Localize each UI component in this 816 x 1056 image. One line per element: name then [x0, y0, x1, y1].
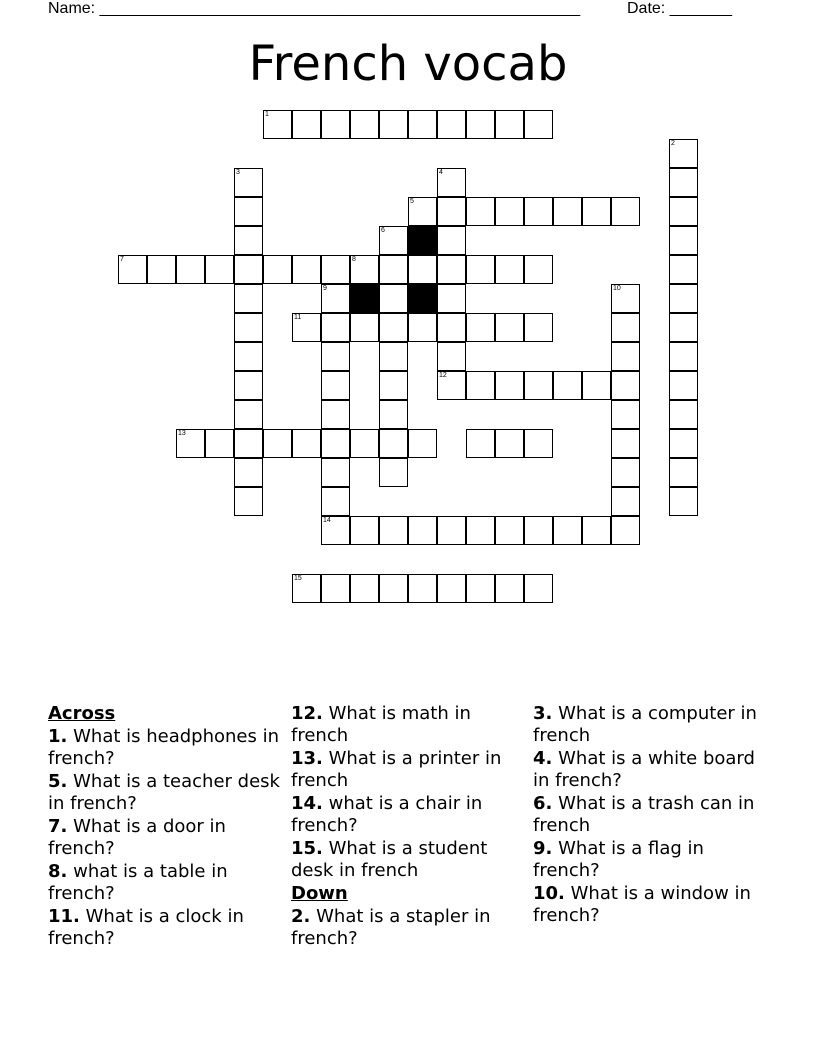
- black-cell: [408, 284, 437, 313]
- grid-cell[interactable]: [611, 487, 640, 516]
- grid-cell[interactable]: [379, 429, 408, 458]
- grid-cell[interactable]: [408, 255, 437, 284]
- grid-cell[interactable]: [553, 371, 582, 400]
- clue-item: [291, 793, 526, 837]
- grid-cell[interactable]: [234, 371, 263, 400]
- name-line: Name: ______________________________________________________: [48, 0, 581, 17]
- clue-num: 10.: [533, 883, 565, 904]
- clue-text: What is a window in french?: [533, 883, 751, 926]
- grid-cell[interactable]: [524, 516, 553, 545]
- grid-cell[interactable]: [437, 284, 466, 313]
- grid-cell[interactable]: [350, 516, 379, 545]
- grid-cell[interactable]: [669, 168, 698, 197]
- black-cell: [350, 284, 379, 313]
- grid-cell[interactable]: [350, 429, 379, 458]
- grid-cell[interactable]: [466, 197, 495, 226]
- clue-num: 11.: [48, 906, 80, 927]
- grid-cell[interactable]: [292, 255, 321, 284]
- date-line: Date: _______: [627, 0, 732, 17]
- grid-cell[interactable]: [321, 429, 350, 458]
- grid-cell[interactable]: [611, 284, 640, 313]
- clue-text: what is a chair in french?: [291, 793, 483, 836]
- grid-cell[interactable]: [379, 110, 408, 139]
- puzzle-title: French vocab: [248, 36, 568, 92]
- clue-column-2: [291, 703, 526, 951]
- grid-cell[interactable]: [495, 110, 524, 139]
- grid-cell[interactable]: [263, 255, 292, 284]
- clue-number: 12: [439, 372, 447, 379]
- clue-item: [533, 793, 768, 837]
- clue-number: 6: [381, 227, 385, 234]
- clue-text: What is math in french: [291, 703, 471, 746]
- grid-cell[interactable]: [553, 516, 582, 545]
- clue-text: What is a door in french?: [48, 816, 226, 859]
- grid-cell[interactable]: [437, 342, 466, 371]
- clue-num: 9.: [533, 838, 553, 859]
- clue-number: 1: [265, 111, 269, 118]
- grid-cell[interactable]: [466, 110, 495, 139]
- grid-cell[interactable]: [234, 400, 263, 429]
- clue-item: [533, 883, 768, 927]
- grid-cell[interactable]: [466, 574, 495, 603]
- grid-cell[interactable]: [437, 371, 466, 400]
- clue-num: 12.: [291, 703, 323, 724]
- grid-cell[interactable]: [321, 574, 350, 603]
- clue-num: 15.: [291, 838, 323, 859]
- grid-cell[interactable]: [321, 284, 350, 313]
- clue-item: [533, 748, 768, 792]
- clue-text: What is a stapler in french?: [291, 906, 491, 949]
- clue-text: What is headphones in french?: [48, 726, 280, 769]
- grid-cell[interactable]: [669, 139, 698, 168]
- grid-cell[interactable]: [321, 516, 350, 545]
- grid-cell[interactable]: [495, 313, 524, 342]
- clue-num: 3.: [533, 703, 553, 724]
- grid-cell[interactable]: [321, 255, 350, 284]
- grid-cell[interactable]: [292, 110, 321, 139]
- clue-number: 15: [294, 575, 302, 582]
- clue-heading: Across: [48, 703, 116, 724]
- grid-cell[interactable]: [611, 313, 640, 342]
- clue-num: 1.: [48, 726, 68, 747]
- grid-cell[interactable]: [524, 313, 553, 342]
- grid-cell[interactable]: [379, 371, 408, 400]
- grid-cell[interactable]: [669, 197, 698, 226]
- grid-cell[interactable]: [466, 371, 495, 400]
- grid-cell[interactable]: [437, 110, 466, 139]
- grid-cell[interactable]: [321, 342, 350, 371]
- clue-text: What is a flag in french?: [533, 838, 704, 881]
- grid-cell[interactable]: [205, 255, 234, 284]
- clue-text: What is a printer in french: [291, 748, 502, 791]
- grid-cell[interactable]: [379, 342, 408, 371]
- clue-number: 2: [671, 140, 675, 147]
- grid-cell[interactable]: [669, 487, 698, 516]
- grid-cell[interactable]: [292, 429, 321, 458]
- grid-cell[interactable]: [437, 226, 466, 255]
- clue-num: 6.: [533, 793, 553, 814]
- clue-item: [291, 838, 526, 882]
- clue-number: 11: [294, 314, 302, 321]
- clue-item: [48, 906, 283, 950]
- clue-text: What is a computer in french: [533, 703, 757, 746]
- clue-number: 3: [236, 169, 240, 176]
- grid-cell[interactable]: [611, 197, 640, 226]
- grid-cell[interactable]: [321, 487, 350, 516]
- clue-num: 13.: [291, 748, 323, 769]
- black-cell: [408, 226, 437, 255]
- grid-cell[interactable]: [292, 574, 321, 603]
- grid-cell[interactable]: [321, 110, 350, 139]
- clue-item: [533, 703, 768, 747]
- grid-cell[interactable]: [466, 313, 495, 342]
- grid-cell[interactable]: [524, 197, 553, 226]
- clue-num: 14.: [291, 793, 323, 814]
- grid-cell[interactable]: [611, 342, 640, 371]
- grid-cell[interactable]: [350, 574, 379, 603]
- grid-cell[interactable]: [553, 197, 582, 226]
- grid-cell[interactable]: [669, 255, 698, 284]
- grid-cell[interactable]: [437, 255, 466, 284]
- grid-cell[interactable]: [292, 313, 321, 342]
- grid-cell[interactable]: [524, 255, 553, 284]
- grid-cell[interactable]: [437, 168, 466, 197]
- clue-number: 5: [410, 198, 414, 205]
- clue-text: What is a white board in french?: [533, 748, 755, 791]
- grid-cell[interactable]: [495, 429, 524, 458]
- grid-cell[interactable]: [263, 429, 292, 458]
- grid-cell[interactable]: [379, 226, 408, 255]
- clue-item: [48, 861, 283, 905]
- grid-cell[interactable]: [350, 110, 379, 139]
- grid-cell[interactable]: [234, 342, 263, 371]
- grid-cell[interactable]: [611, 429, 640, 458]
- grid-cell[interactable]: [611, 516, 640, 545]
- grid-cell[interactable]: [379, 516, 408, 545]
- clue-number: 7: [120, 256, 124, 263]
- grid-cell[interactable]: [408, 197, 437, 226]
- grid-cell[interactable]: [408, 110, 437, 139]
- clue-item: [291, 703, 526, 747]
- grid-cell[interactable]: [234, 429, 263, 458]
- grid-cell[interactable]: [234, 313, 263, 342]
- grid-cell[interactable]: [147, 255, 176, 284]
- grid-cell[interactable]: [234, 458, 263, 487]
- grid-cell[interactable]: [669, 371, 698, 400]
- grid-cell[interactable]: [495, 516, 524, 545]
- grid-cell[interactable]: [611, 371, 640, 400]
- clue-column-3: [533, 703, 768, 928]
- grid-cell[interactable]: [379, 458, 408, 487]
- grid-cell[interactable]: [495, 371, 524, 400]
- grid-cell[interactable]: [437, 313, 466, 342]
- clue-num: 5.: [48, 771, 68, 792]
- grid-cell[interactable]: [234, 255, 263, 284]
- clue-number: 8: [352, 256, 356, 263]
- clue-number: 4: [439, 169, 443, 176]
- grid-cell[interactable]: [379, 400, 408, 429]
- clue-item: [291, 906, 526, 950]
- clue-item: [533, 838, 768, 882]
- grid-cell[interactable]: [408, 574, 437, 603]
- grid-cell[interactable]: [437, 574, 466, 603]
- grid-cell[interactable]: [234, 197, 263, 226]
- grid-cell[interactable]: [669, 458, 698, 487]
- grid-cell[interactable]: [379, 255, 408, 284]
- grid-cell[interactable]: [379, 574, 408, 603]
- grid-cell[interactable]: [582, 197, 611, 226]
- grid-cell[interactable]: [466, 255, 495, 284]
- clue-heading: Down: [291, 883, 348, 904]
- grid-cell[interactable]: [466, 429, 495, 458]
- grid-cell[interactable]: [582, 516, 611, 545]
- clue-number: 13: [178, 430, 186, 437]
- grid-cell[interactable]: [524, 371, 553, 400]
- grid-cell[interactable]: [466, 516, 495, 545]
- grid-cell[interactable]: [379, 313, 408, 342]
- grid-cell[interactable]: [379, 284, 408, 313]
- grid-cell[interactable]: [437, 516, 466, 545]
- clue-text: What is a clock in french?: [48, 906, 244, 949]
- grid-cell[interactable]: [321, 400, 350, 429]
- clue-text: What is a trash can in french: [533, 793, 755, 836]
- clue-num: 8.: [48, 861, 68, 882]
- grid-cell[interactable]: [524, 429, 553, 458]
- grid-cell[interactable]: [669, 226, 698, 255]
- clue-item: [48, 726, 283, 770]
- grid-cell[interactable]: [176, 255, 205, 284]
- grid-cell[interactable]: [611, 458, 640, 487]
- grid-cell[interactable]: [321, 371, 350, 400]
- clue-num: 2.: [291, 906, 311, 927]
- grid-cell[interactable]: [611, 400, 640, 429]
- clue-num: 7.: [48, 816, 68, 837]
- clue-number: 10: [613, 285, 621, 292]
- grid-cell[interactable]: [321, 313, 350, 342]
- grid-cell[interactable]: [669, 342, 698, 371]
- grid-cell[interactable]: [669, 284, 698, 313]
- grid-cell[interactable]: [437, 197, 466, 226]
- clue-item: [48, 771, 283, 815]
- grid-cell[interactable]: [408, 516, 437, 545]
- grid-cell[interactable]: [495, 255, 524, 284]
- grid-cell[interactable]: [408, 313, 437, 342]
- grid-cell[interactable]: [669, 400, 698, 429]
- grid-cell[interactable]: [321, 458, 350, 487]
- grid-cell[interactable]: [234, 226, 263, 255]
- grid-cell[interactable]: [669, 429, 698, 458]
- clue-item: [291, 748, 526, 792]
- grid-cell[interactable]: [350, 313, 379, 342]
- grid-cell[interactable]: [176, 429, 205, 458]
- clue-text: What is a teacher desk in french?: [48, 771, 280, 814]
- grid-cell[interactable]: [234, 168, 263, 197]
- grid-cell[interactable]: [408, 429, 437, 458]
- clue-column-1: [48, 703, 283, 951]
- grid-cell[interactable]: [669, 313, 698, 342]
- clue-num: 4.: [533, 748, 553, 769]
- grid-cell[interactable]: [118, 255, 147, 284]
- grid-cell[interactable]: [234, 487, 263, 516]
- grid-cell[interactable]: [234, 284, 263, 313]
- grid-cell[interactable]: [524, 574, 553, 603]
- grid-cell[interactable]: [263, 110, 292, 139]
- clue-text: What is a student desk in french: [291, 838, 488, 881]
- clue-item: [48, 816, 283, 860]
- grid-cell[interactable]: [495, 197, 524, 226]
- grid-cell[interactable]: [495, 574, 524, 603]
- grid-cell[interactable]: [524, 110, 553, 139]
- clue-number: 14: [323, 517, 331, 524]
- clue-text: what is a table in french?: [48, 861, 228, 904]
- grid-cell[interactable]: [350, 255, 379, 284]
- grid-cell[interactable]: [205, 429, 234, 458]
- clue-number: 9: [323, 285, 327, 292]
- grid-cell[interactable]: [582, 371, 611, 400]
